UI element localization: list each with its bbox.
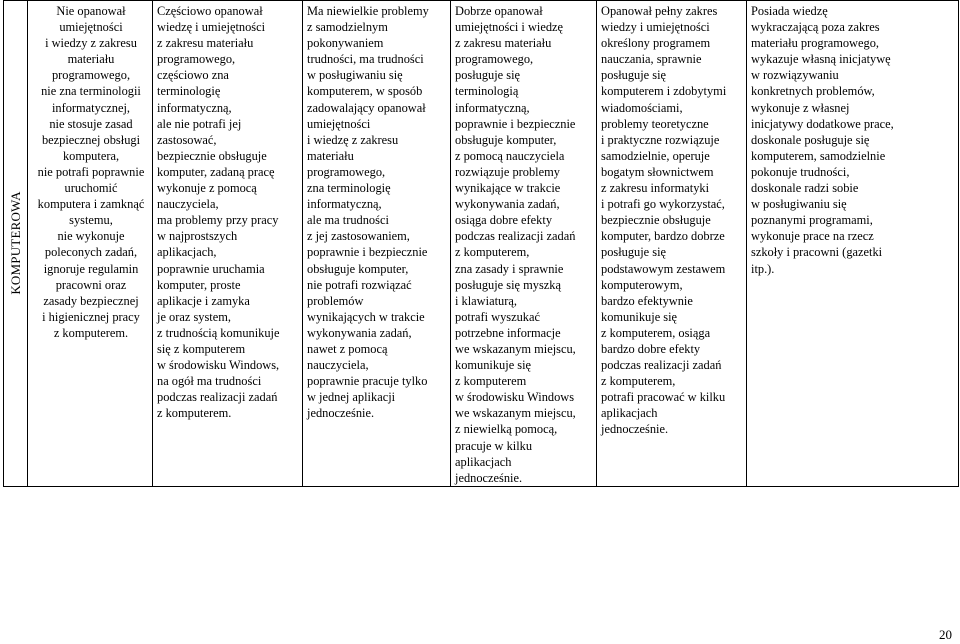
criteria-line: Częściowo opanował [157, 4, 263, 18]
criteria-line: programowego, [157, 52, 236, 67]
criteria-line: aplikacjach, [157, 245, 217, 260]
criteria-line: komputera i zamknąć [37, 197, 145, 212]
criteria-line: aplikacjach [601, 406, 658, 421]
criteria-line: aplikacje i zamyka [157, 293, 250, 308]
criteria-line: wynikające w trakcie [455, 181, 561, 196]
criteria-line: obsługuje komputer, [455, 132, 557, 147]
criteria-line: komputer, zadaną pracę [157, 164, 275, 179]
criteria-line: ale nie potrafi jej [157, 116, 242, 131]
criteria-line: poprawnie i bezpiecznie [455, 116, 576, 131]
criteria-line: szkoły i pracowni (gazetki [751, 245, 883, 260]
criteria-line: podstawowym zestawem [601, 261, 726, 276]
criteria-line: i praktyczne rozwiązuje [601, 132, 720, 147]
criteria-line: Opanował pełny zakres [601, 4, 718, 18]
criteria-line: komputerem, samodzielnie [751, 148, 886, 163]
criteria-line: komputerem, w sposób [307, 84, 423, 99]
criteria-line: z pomocą nauczyciela [455, 148, 565, 163]
criteria-line: nauczyciela, [157, 197, 219, 212]
criteria-line: nie wykonuje [57, 229, 125, 244]
criteria-line: określony programem [601, 36, 711, 51]
criteria-line: zna zasady i sprawnie [455, 261, 564, 276]
criteria-line: informatyczną, [455, 100, 530, 115]
criteria-line: bardzo efektywnie [601, 293, 693, 308]
criteria-line: nie zna terminologii [41, 84, 141, 99]
criteria-line: programowego, [455, 52, 534, 67]
criteria-line: nie stosuje zasad [49, 116, 133, 131]
criteria-line: Dobrze opanował [455, 4, 543, 18]
criteria-line: osiąga dobre efekty [455, 213, 553, 228]
criteria-line: komputer, bardzo dobrze [601, 229, 725, 244]
criteria-line: doskonale radzi sobie [751, 181, 859, 196]
criteria-line: z komputerem [455, 374, 527, 389]
criteria-line: terminologią [455, 84, 519, 99]
criteria-line: bezpiecznie obsługuje [157, 148, 267, 163]
criteria-line: wiadomościami, [601, 100, 683, 115]
criteria-line: z komputerem, [601, 374, 676, 389]
criteria-line: samodzielnie, operuje [601, 148, 710, 163]
criteria-line: i wiedzę z zakresu [307, 132, 399, 147]
criteria-line: trudności, ma trudności [307, 52, 424, 67]
criteria-line: materiału [67, 52, 115, 67]
criteria-line: komputerowym, [601, 277, 683, 292]
criteria-line: we wskazanym miejscu, [455, 406, 576, 421]
criteria-line: bogatym słownictwem [601, 164, 714, 179]
criteria-line: problemów [307, 293, 364, 308]
criteria-line: się z komputerem [157, 341, 246, 356]
criteria-line: i klawiaturą, [455, 293, 517, 308]
criteria-line: inicjatywy dodatkowe prace, [751, 116, 894, 131]
criteria-line: posługuje się [601, 245, 667, 260]
criteria-line: w posługiwaniu się [307, 68, 403, 83]
criteria-line: we wskazanym miejscu, [455, 341, 576, 356]
criteria-line: z niewielką pomocą, [455, 422, 558, 437]
criteria-line: i higienicznej pracy [42, 309, 140, 324]
criteria-line: i potrafi go wykorzystać, [601, 197, 725, 212]
criteria-line: doskonale posługuje się [751, 132, 870, 147]
criteria-cell-grade-2 [28, 1, 153, 487]
criteria-line: ignoruje regulamin [43, 261, 139, 276]
criteria-line: w środowisku Windows [455, 390, 575, 405]
criteria-cell-grade-3 [153, 1, 303, 487]
criteria-line: wiedzę i umiejętności [157, 20, 266, 35]
criteria-line: posługuje się [455, 68, 521, 83]
criteria-line: umiejętności i wiedzę [455, 20, 564, 35]
criteria-line: z komputerem, osiąga [601, 325, 711, 340]
criteria-line: informatyczną, [307, 197, 382, 212]
criteria-line: nie potrafi rozwiązać [307, 277, 412, 292]
criteria-line: komunikuje się [601, 309, 678, 324]
criteria-line: ma problemy przy pracy [157, 213, 279, 228]
criteria-line: wykraczającą poza zakres [751, 20, 880, 35]
criteria-line: uruchomić [64, 181, 118, 196]
criteria-line: bezpiecznie obsługuje [601, 213, 711, 228]
criteria-line: pokonuje trudności, [751, 164, 850, 179]
criteria-line: zna terminologię [307, 181, 391, 196]
criteria-line: informatyczną, [157, 100, 232, 115]
criteria-line: nauczyciela, [307, 358, 369, 373]
criteria-line: nauczania, sprawnie [601, 52, 702, 67]
criteria-line: umiejętności [307, 116, 371, 131]
criteria-line: potrafi pracować w kilku [601, 390, 726, 405]
criteria-cell-grade-7 [747, 1, 959, 487]
criteria-cell-grade-4 [303, 1, 451, 487]
criteria-line: problemy teoretyczne [601, 116, 709, 131]
criteria-line: programowego, [51, 68, 131, 83]
criteria-line: konkretnych problemów, [751, 84, 875, 99]
criteria-line: z zakresu materiału [157, 36, 254, 51]
criteria-line: i wiedzy z zakresu [45, 36, 137, 51]
criteria-line: Ma niewielkie problemy [307, 4, 429, 18]
criteria-line: bezpiecznej obsługi [41, 132, 141, 147]
criteria-line: poprawnie i bezpiecznie [307, 245, 428, 260]
criteria-line: ale ma trudności [307, 213, 389, 228]
criteria-line: aplikacjach [455, 454, 512, 469]
criteria-line: je oraz system, [157, 309, 231, 324]
criteria-line: informatycznej, [51, 100, 131, 115]
criteria-line: komputera, [62, 148, 120, 163]
criteria-line: potrzebne informacje [455, 325, 561, 340]
criteria-line: Posiada wiedzę [751, 4, 828, 18]
criteria-line: jednocześnie. [601, 422, 669, 437]
criteria-line: pokonywaniem [307, 36, 384, 51]
criteria-line: nie potrafi poprawnie [37, 164, 145, 179]
criteria-line: w najprostszych [157, 229, 238, 244]
criteria-line: na ogół ma trudności [157, 374, 262, 389]
criteria-line: terminologię [157, 84, 221, 99]
criteria-line: z zakresu informatyki [601, 181, 710, 196]
subject-label: KOMPUTEROWA [7, 191, 23, 296]
criteria-line: z jej zastosowaniem, [307, 229, 410, 244]
criteria-line: nawet z pomocą [307, 341, 388, 356]
criteria-line: w środowisku Windows, [157, 358, 280, 373]
criteria-line: wynikających w trakcie [307, 309, 425, 324]
criteria-line: wykonywania zadań, [455, 197, 560, 212]
criteria-line: komunikuje się [455, 358, 532, 373]
criteria-line: umiejętności [59, 20, 123, 35]
criteria-line: poprawnie uruchamia [157, 261, 265, 276]
criteria-cell-grade-5 [451, 1, 597, 487]
criteria-line: pracuje w kilku [455, 438, 533, 453]
table-row [4, 1, 959, 487]
page-number: 20 [939, 627, 952, 642]
subject-cell [4, 1, 28, 487]
criteria-line: rozwiązuje problemy [455, 164, 560, 179]
criteria-line: podczas realizacji zadań [455, 229, 576, 244]
criteria-line: podczas realizacji zadań [157, 390, 278, 405]
criteria-line: z komputerem. [53, 325, 129, 340]
criteria-line: częściowo zna [157, 68, 229, 83]
criteria-line: z zakresu materiału [455, 36, 552, 51]
criteria-line: komputer, proste [157, 277, 241, 292]
criteria-line: jednocześnie. [455, 470, 523, 485]
criteria-cell-grade-6 [597, 1, 747, 487]
criteria-line: systemu, [69, 213, 113, 228]
criteria-line: z komputerem. [157, 406, 232, 421]
criteria-line: wykazuje własną inicjatywę [751, 52, 891, 67]
criteria-line: wiedzy i umiejętności [601, 20, 710, 35]
criteria-line: z komputerem, [455, 245, 530, 260]
criteria-line: poleconych zadań, [44, 245, 138, 260]
criteria-line: jednocześnie. [307, 406, 375, 421]
criteria-line: z samodzielnym [307, 20, 388, 35]
criteria-line: materiału programowego, [751, 36, 879, 51]
criteria-line: wykonuje z pomocą [157, 181, 257, 196]
criteria-line: itp.). [751, 261, 775, 276]
criteria-line: materiału [307, 148, 354, 163]
criteria-line: programowego, [307, 164, 386, 179]
criteria-line: w jednej aplikacji [307, 390, 396, 405]
criteria-line: wykonuje prace na rzecz [751, 229, 874, 244]
criteria-line: zastosować, [157, 132, 217, 147]
criteria-line: zasady bezpiecznej [43, 293, 139, 308]
criteria-line: potrafi wyszukać [455, 309, 540, 324]
criteria-line: podczas realizacji zadań [601, 358, 722, 373]
criteria-line: wykonywania zadań, [307, 325, 412, 340]
criteria-line: w posługiwaniu się [751, 197, 847, 212]
criteria-line: bardzo dobre efekty [601, 341, 701, 356]
grading-criteria-table [3, 0, 959, 487]
criteria-line: wykonuje z własnej [751, 100, 850, 115]
criteria-line: poprawnie pracuje tylko [307, 374, 428, 389]
criteria-line: obsługuje komputer, [307, 261, 409, 276]
criteria-line: zadowalający opanował [307, 100, 426, 115]
criteria-line: z trudnością komunikuje [157, 325, 280, 340]
criteria-line: posługuje się [601, 68, 667, 83]
criteria-line: w rozwiązywaniu [751, 68, 839, 83]
criteria-line: pracowni oraz [55, 277, 127, 292]
criteria-line: poznanymi programami, [751, 213, 873, 228]
criteria-line: komputerem i zdobytymi [601, 84, 727, 99]
criteria-line: posługuje się myszką [455, 277, 561, 292]
criteria-line: Nie opanował [56, 4, 126, 18]
